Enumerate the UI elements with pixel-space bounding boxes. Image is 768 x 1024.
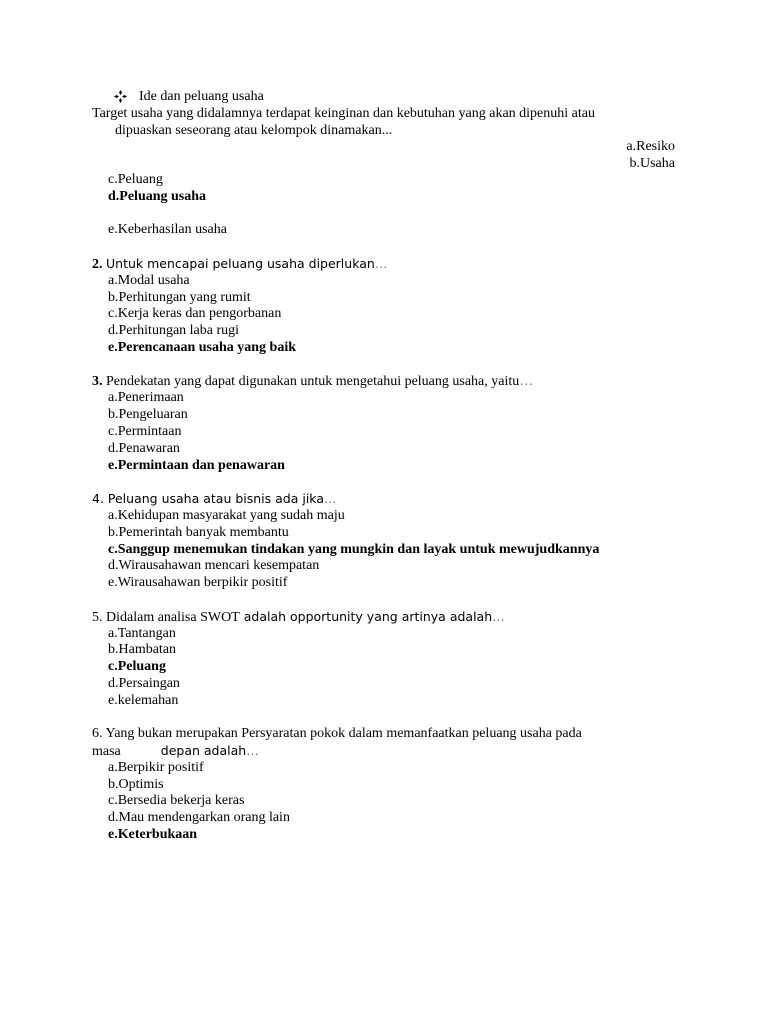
section-heading: [114, 88, 264, 105]
question-3-option-c: c.Permintaan: [108, 424, 182, 439]
question-3-text: Pendekatan yang dapat digunakan untuk mengetahui peluang usaha, yaitu: [106, 374, 520, 389]
question-5-ellipsis: …: [492, 609, 505, 624]
question-4-ellipsis: …: [324, 491, 337, 506]
question-2-option-c: c.Kerja keras dan pengorbanan: [108, 306, 282, 321]
question-1-text-line-2: dipuaskan seseorang atau kelompok dinamakan...: [115, 123, 393, 138]
question-4-prompt: [92, 490, 337, 508]
question-1-option-b: b.Usaha: [629, 156, 675, 171]
question-5-text-sans: adalah opportunity yang artinya adalah: [239, 609, 493, 624]
question-5-prompt: [92, 608, 505, 626]
question-6-ellipsis: …: [246, 743, 259, 758]
question-6-text-sans: depan adalah: [160, 743, 247, 758]
question-2-number: 2.: [92, 257, 103, 272]
heading-text: Ide dan peluang usaha: [139, 89, 264, 104]
question-3-option-b: b.Pengeluaran: [108, 407, 188, 422]
question-4-option-b: b.Pemerintah banyak membantu: [108, 525, 289, 540]
question-6-option-b: b.Optimis: [108, 777, 164, 792]
question-3-option-a: a.Penerimaan: [108, 390, 184, 405]
question-2-option-e-answer: e.Perencanaan usaha yang baik: [108, 340, 296, 355]
question-3-prompt: [92, 373, 533, 390]
question-1-text-line-1: Target usaha yang didalamnya terdapat keinginan dan kebutuhan yang akan dipenuhi atau: [92, 106, 595, 121]
question-2-ellipsis: …: [374, 256, 388, 271]
question-5-option-d: d.Persaingan: [108, 676, 180, 691]
question-5-option-a: a.Tantangan: [108, 626, 176, 641]
question-6-option-c: c.Bersedia bekerja keras: [108, 793, 245, 808]
question-1-option-a: a.Resiko: [626, 139, 675, 154]
question-6-text-line-1: 6. Yang bukan merupakan Persyaratan pokok dalam memanfaatkan peluang usaha pada: [92, 726, 582, 741]
question-4-option-a: a.Kehidupan masyarakat yang sudah maju: [108, 508, 345, 523]
question-3-number: 3.: [92, 374, 103, 389]
question-2-prompt: [92, 255, 387, 273]
question-4-text: 4. Peluang usaha atau bisnis ada jika: [92, 491, 324, 506]
question-2-option-b: b.Perhitungan yang rumit: [108, 290, 251, 305]
question-5-option-b: b.Hambatan: [108, 642, 177, 657]
question-3-ellipsis: …: [519, 374, 534, 389]
question-2-option-a: a.Modal usaha: [108, 273, 190, 288]
question-1-option-d-answer: d.Peluang usaha: [108, 189, 207, 204]
question-1-option-c: c.Peluang: [108, 172, 163, 187]
question-5-option-e: e.kelemahan: [108, 693, 179, 708]
question-2-text: Untuk mencapai peluang usaha diperlukan: [106, 256, 375, 271]
question-4-option-d: d.Wirausahawan mencari kesempatan: [108, 558, 320, 573]
question-6-option-d: d.Mau mendengarkan orang lain: [108, 810, 290, 825]
question-6-option-e-answer: e.Keterbukaan: [108, 827, 198, 842]
question-6-text-line-2: [92, 742, 259, 760]
diamond-bullet-icon: [114, 90, 127, 103]
question-3-option-e-answer: e.Permintaan dan penawaran: [108, 458, 285, 473]
question-5-text-serif: 5. Didalam analisa SWOT: [92, 610, 240, 625]
question-2-option-d: d.Perhitungan laba rugi: [108, 323, 240, 338]
question-6-text-serif: masa: [92, 744, 121, 759]
question-5-option-c-answer: c.Peluang: [108, 659, 166, 674]
question-6-option-a: a.Berpikir positif: [108, 760, 204, 775]
question-1-option-e: e.Keberhasilan usaha: [108, 222, 227, 237]
question-3-option-d: d.Penawaran: [108, 441, 180, 456]
question-4-option-c-answer: c.Sanggup menemukan tindakan yang mungkin dan layak untuk mewujudkannya: [108, 542, 600, 557]
question-4-option-e: e.Wirausahawan berpikir positif: [108, 575, 288, 590]
